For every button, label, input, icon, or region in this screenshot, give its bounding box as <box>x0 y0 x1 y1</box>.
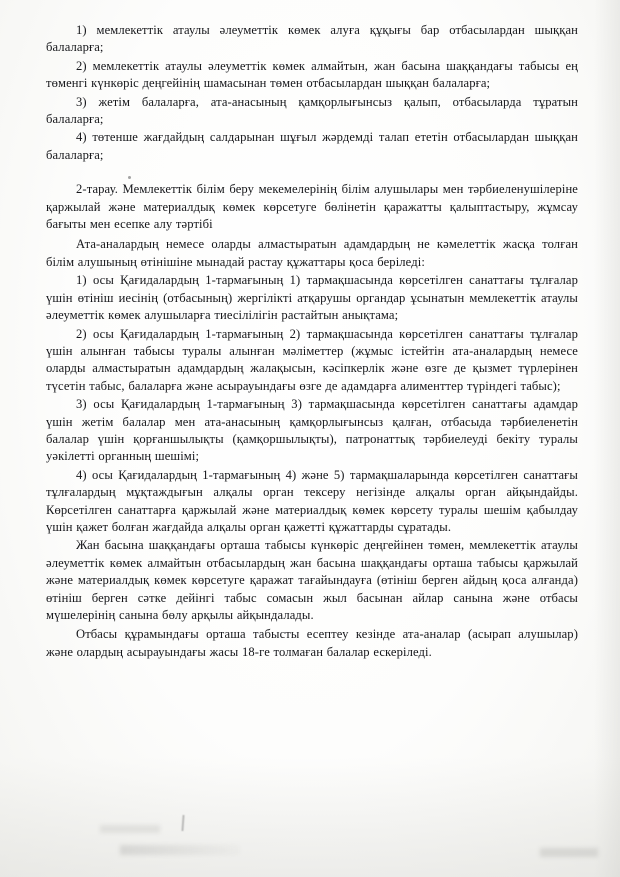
scan-artifact-smudge <box>120 845 240 855</box>
paragraph-doc-4: 4) осы Қағидалардың 1-тармағының 4) және 5) тармақшаларында көрсетілген санаттағы тұлғалардың мұқтаждығын алқалы орган тексеру негізінде алқалы орган айқындайды. Көрсетілген санаттарға қаржылай және материалдық көмек көрсету туралы шешім қабылдау үшін қажет болған жағдайда алқалы орган қажетті құжаттарды сұратады. <box>46 467 578 534</box>
paragraph-item-4: 4) төтенше жағдайдың салдарынан шұғыл жәрдемді талап ететін отбасылардан шыққан балаларға; <box>46 130 578 162</box>
paragraph-item-2: 2) мемлекеттік атаулы әлеуметтік көмек алмайтын, жан басына шаққандағы табысы ең төменгі күнкөріс деңгейінің шамасынан төмен отбасылардан шыққан балаларға; <box>46 58 578 91</box>
scan-artifact-mark <box>181 815 184 831</box>
paragraph-intro: Ата-аналардың немесе оларды алмастыратын адамдардың не кәмелеттік жасқа толған білім алушының өтінішіне мынадай растау құжаттары қоса беріледі: <box>46 237 578 269</box>
section-heading: 2-тарау. Мемлекеттік білім беру мекемелерінің білім алушылары мен тәрбиеленушілеріне қаржылай және материалдық көмек көрсетуге бөлінетін қаражатты қалыптастыру, жұмсау бағыты мен есепке алу тәртібі <box>46 182 578 232</box>
scan-artifact-smudge <box>540 848 598 857</box>
paragraph-doc-3: 3) осы Қағидалардың 1-тармағының 3) тармақшасында көрсетілген санаттағы адамдар үшін жетім балалар мен ата-анасының қамқорлығынсыз қалған, отбасыда тәрбиеленетін балалар үшін қорғаншылықты (қамқоршылықты), патронаттық тәрбиелеуді бекіту туралы уәкілетті органның шешімі; <box>46 397 578 464</box>
scan-artifact-smudge <box>100 825 160 833</box>
paragraph-item-1: 1) мемлекеттік атаулы әлеуметтік көмек алуға құқығы бар отбасылардан шыққан балаларға; <box>46 23 578 55</box>
paragraph-item-3: 3) жетім балаларға, ата-анасының қамқорлығынсыз қалып, отбасыларда тұратын балаларға; <box>46 94 578 127</box>
paragraph-family: Отбасы құрамындағы орташа табысты есептеу кезінде ата-аналар (асырап алушылар) және олардың асырауындағы жасы 18-ге толмаған балалар ескеріледі. <box>46 627 578 659</box>
paragraph-doc-2: 2) осы Қағидалардың 1-тармағының 2) тармақшасында көрсетілген санаттағы тұлғалар үшін алынған табысы туралы алынған мәліметтер (жұмыс істейтін ата-аналардың немесе оларды алмастыратын адамдардың жалақысын, кәсіпкерлік және өзге де қызмет түрлерінен түсетін табыс, балаларға және асырауындағы өзге де адамдарға алименттер түріндегі табыс); <box>46 326 578 393</box>
paragraph-income: Жан басына шаққандағы орташа табысы күнкөріс деңгейінен төмен, мемлекеттік атаулы әлеуметтік көмек алмайтын отбасылардың жан басына шаққандағы орташа табысы қаржылай және материалдық көмек көрсетуге қаражат тағайындауға (өтініш берген айдың қоса алғанда) өтініш берген сәтке дейінгі табыс сомасын жыл басынан айлар санына және отбасы мүшелерінің санына бөлу арқылы айқындалады. <box>46 538 578 622</box>
paragraph-doc-1: 1) осы Қағидалардың 1-тармағының 1) тармақшасында көрсетілген санаттағы тұлғалар үшін өтініш иесінің (отбасының) жергілікті атқарушы органдар ұсынатын мемлекеттік атаулы әлеуметтік көмек алушыларға тиесілілігін растайтын анықтама; <box>46 273 578 323</box>
document-body <box>46 22 578 661</box>
